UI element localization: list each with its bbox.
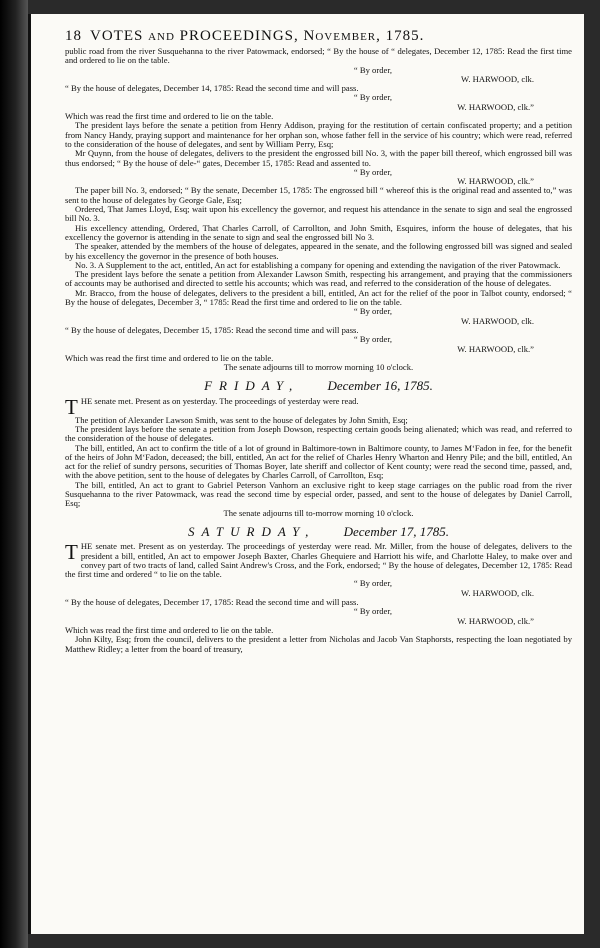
paragraph: His excellency attending, Ordered, That Charles Carroll, of Carrollton, and John Smith, Esquires, inform the house of delegates, that his excellency the governor is attending in the senate to sign and seal the engrossed bill No 3. — [65, 222, 572, 242]
paragraph: Which was read the first time and ordered to lie on the table. — [65, 111, 274, 122]
signature-clerk: W. HARWOOD, clk.” — [457, 101, 534, 112]
day-heading-friday — [65, 378, 572, 394]
page-number: 18 — [65, 28, 82, 44]
paragraph: The petition of Alexander Lawson Smith, was sent to the house of delegates by John Smith, Esq; — [75, 414, 408, 425]
paragraph: The president lays before the senate a petition from Henry Addison, praying for the restitution of certain confiscated property; and a petition from Nancy Handy, praying support and maintenance for her orphan son, whose father fell in the service of his country; which were read, referred to the consideration of the house of delegates, and sent by William Perry, Esq; — [65, 120, 572, 149]
paragraph: No. 3. A Supplement to the act, entitled, An act for establishing a company for opening and extending the navigation of the river Patowmack. — [75, 259, 561, 270]
signature-clerk: W. HARWOOD, clk. — [461, 315, 534, 326]
paragraph: The paper bill No. 3, endorsed; “ By the senate, December 15, 1785: The engrossed bill “ whereof this is the original read and assented to,” was sent to the house of delegates by George Gale, Esq; — [65, 185, 572, 205]
page-header — [65, 28, 572, 45]
adjournment-note: The senate adjourns till to-morrow morning 10 o'clock. — [223, 507, 414, 518]
signature-clerk: W. HARWOOD, clk.” — [457, 343, 534, 354]
paragraph: The president lays before the senate a petition from Joseph Dowson, respecting certain goods being alienated; which was read, and referred to the consideration of the house of delegates. — [65, 423, 572, 444]
paragraph: Which was read the first time and ordered to lie on the table. — [65, 624, 274, 635]
document-page — [28, 14, 584, 934]
signature-clerk: W. HARWOOD, clk. — [461, 73, 534, 84]
running-title: VOTES and PROCEEDINGS, November, 1785. — [90, 28, 425, 44]
day-date: December 17, 1785. — [343, 523, 450, 539]
signature-order: “ By order, — [353, 166, 392, 177]
paragraph: The speaker, attended by the members of the house of delegates, appeared in the senate, and the following engrossed bill was signed and sealed by his excellency the governor in the presence of both houses. — [65, 241, 572, 261]
paragraph: public road from the river Susquehanna to the river Patowmack, endorsed; “ By the house of “ delegates, December 12, 1785: Read the first time and ordered to lie on the table. — [65, 46, 572, 66]
page-body — [65, 47, 572, 654]
drop-cap: T — [65, 540, 78, 565]
signature-order: “ By order, — [353, 606, 392, 617]
adjournment-note: The senate adjourns till to morrow morning 10 o'clock. — [223, 362, 414, 373]
day-name: FRIDAY, — [204, 378, 300, 394]
signature-order: “ By order, — [353, 64, 392, 75]
paragraph: HE senate met. Present as on yesterday. The proceedings of yesterday were read. Mr. Miller, from the house of delegates, delivers to the president a bill, entitled, An act to empower Joseph Baxter, Charles Ghequiere and Harriott his wife, and Charlotte Haley, to make over and convey part of two tracts of land, called Saint Andrew's Cross, and the Fork, endorsed; “ By the house of delegates, December 12, 1785: Read the first time and ordered “ to lie on the table. — [65, 541, 572, 580]
paragraph: Mr Quynn, from the house of delegates, delivers to the president the engrossed bill No. 3, with the paper bill thereof, which engrossed bill was thus endorsed; “ By the house of dele-“ gates, December 15, 1785: Read and assented to. — [65, 148, 572, 168]
signature-clerk: W. HARWOOD, clk.” — [457, 615, 534, 626]
paragraph: The bill, entitled, An act to grant to Gabriel Peterson Vanhorn an exclusive right to keep stage carriages on the public road from the river Susquehanna to the river Patowmack, was read the second time by especial order, passed, and sent to the house of delegates by Daniel Carroll, Esq; — [65, 479, 572, 509]
signature-order: “ By order, — [353, 92, 392, 103]
drop-cap: T — [65, 394, 78, 419]
paragraph: “ By the house of delegates, December 14, 1785: Read the second time and will pass. — [65, 83, 359, 94]
paragraph: The bill, entitled, An act to confirm the title of a lot of ground in Baltimore-town in Baltimore county, to James M‘Fadon in fee, for the benefit of the heirs of John M‘Fadon, deceased; the bill, entitled, An act for the relief of Charles Henry Wharton and Henry Pile; and the bill, entitled, An act for the relief of sundry persons, securities of Thomas Boyer, late sheriff and collector of Kent county; were read the second time, passed, and, with the above petition, sent to the house of delegates by Charles Carroll, of Carrollton, Esq; — [65, 442, 572, 481]
signature-order: “ By order, — [353, 306, 392, 317]
day-name: SATURDAY, — [187, 523, 316, 539]
paragraph: HE senate met. Present as on yesterday. The proceedings of yesterday were read. — [80, 395, 359, 406]
signature-clerk: W. HARWOOD, clk.” — [457, 176, 534, 187]
day-date: December 16, 1785. — [327, 378, 433, 394]
paragraph: “ By the house of delegates, December 15, 1785: Read the second time and will pass. — [65, 324, 359, 335]
paragraph: Mr. Bracco, from the house of delegates, delivers to the president a bill, entitled, An act for the relief of the poor in Talbot county, endorsed; “ By the house of delegates, December 3, “ 1785: Read the first time and ordered to lie on the table. — [65, 287, 572, 308]
signature-order: “ By order, — [353, 578, 392, 589]
signature-clerk: W. HARWOOD, clk. — [461, 587, 534, 598]
paragraph: John Kilty, Esq; from the council, delivers to the president a letter from Nicholas and Jacob Van Staphorsts, respecting the loan negotiated by Matthew Ridley; a letter from the board of treasury, — [65, 634, 572, 654]
paragraph: Ordered, That James Lloyd, Esq; wait upon his excellency the governor, and request his attendance in the senate to sign and seal the engrossed bill No. 3. — [65, 204, 572, 224]
paragraph: The president lays before the senate a petition from Alexander Lawson Smith, respecting his arrangement, and praying that the commissioners of accounts may be authorised and directed to settle his accounts; which was read, and referred to the consideration of the house of delegates. — [65, 269, 572, 289]
book-gutter — [0, 0, 28, 948]
paragraph: “ By the house of delegates, December 17, 1785: Read the second time and will pass. — [65, 597, 359, 608]
signature-order: “ By order, — [353, 334, 392, 345]
day-heading-saturday — [65, 523, 572, 539]
paragraph: Which was read the first time and ordered to lie on the table. — [65, 352, 274, 363]
